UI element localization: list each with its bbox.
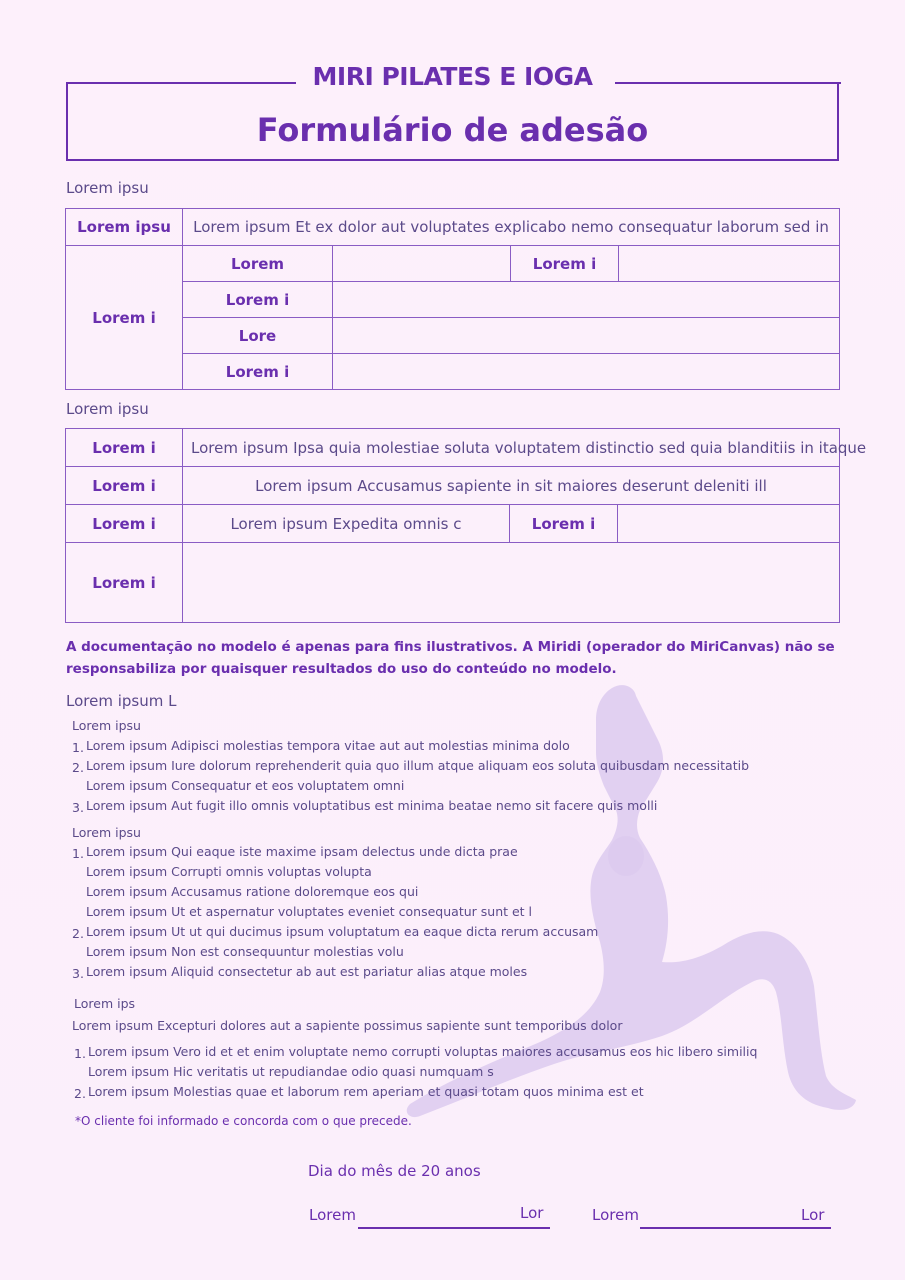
row-extra-label: Lorem i — [510, 505, 618, 543]
row-label: Lorem i — [66, 543, 183, 623]
row-extra-field[interactable] — [618, 505, 840, 543]
page-title: Formulário de adesão — [256, 111, 649, 149]
date-line: Dia do mês de 20 anos — [308, 1162, 481, 1180]
membership-table — [65, 428, 867, 623]
sub-row-field[interactable] — [333, 354, 840, 390]
row-value[interactable]: Lorem ipsum Ipsa quia molestiae soluta voluptatem distinctio sed quia blanditiis in itaque — [183, 429, 840, 467]
item-number: 2. — [72, 760, 84, 775]
member-info-table — [65, 208, 840, 390]
signature-suffix: Lor — [801, 1206, 825, 1224]
item-line: Lorem ipsum Consequatur et eos voluptatem omni — [86, 778, 405, 793]
sub-row-label: Lorem i — [183, 282, 333, 318]
row-label: Lorem ipsu — [66, 209, 183, 246]
consent-note: *O cliente foi informado e concorda com o que precede. — [75, 1114, 412, 1128]
item-line: Lorem ipsum Hic veritatis ut repudiandae odio quasi numquam s — [88, 1064, 494, 1079]
signature-line[interactable] — [640, 1227, 831, 1229]
disclaimer-text: A documentação no modelo é apenas para fins ilustrativos. A Miridi (operador do MiriCanvas) não se responsabiliza por quaisquer resultados do uso do conteúdo no modelo. — [66, 639, 835, 677]
item-number: 3. — [72, 800, 84, 815]
item-line: Lorem ipsum Qui eaque iste maxime ipsam delectus unde dicta prae — [86, 844, 518, 859]
sub-row-label: Lorem — [183, 246, 333, 282]
sub-row-field[interactable] — [333, 318, 840, 354]
row-label: Lorem i — [66, 505, 183, 543]
group-label: Lorem i — [66, 246, 183, 390]
terms-title: Lorem ipsum L — [66, 692, 177, 710]
item-line: Lorem ipsum Accusamus ratione doloremque eos qui — [86, 884, 419, 899]
item-line: Lorem ipsum Non est consequuntur molestias volu — [86, 944, 404, 959]
item-number: 1. — [72, 846, 84, 861]
sub-row-label: Lorem i — [183, 354, 333, 390]
item-number: 1. — [72, 740, 84, 755]
item-number: 1. — [74, 1046, 86, 1061]
terms-block2-head: Lorem ipsu — [72, 825, 141, 840]
item-line: Lorem ipsum Vero id et et enim voluptate nemo corrupti voluptas maiores accusamus eos hic libero similiq — [88, 1044, 758, 1059]
item-number: 2. — [72, 926, 84, 941]
item-number: 2. — [74, 1086, 86, 1101]
item-line: Lorem ipsum Aut fugit illo omnis voluptatibus est minima beatae nemo sit facere quis molli — [86, 798, 658, 813]
signature-suffix: Lor — [520, 1204, 544, 1222]
sub-row-field[interactable] — [333, 282, 840, 318]
item-line: Lorem ipsum Molestias quae et laborum rem aperiam et quasi totam quos minima est et — [88, 1084, 644, 1099]
row-label: Lorem i — [66, 429, 183, 467]
brand-name: MIRI PILATES E IOGA — [312, 62, 593, 91]
sub-row-label: Lore — [183, 318, 333, 354]
section2-label: Lorem ipsu — [66, 400, 149, 418]
item-line: Lorem ipsum Adipisci molestias tempora vitae aut aut molestias minima dolo — [86, 738, 570, 753]
item-line: Lorem ipsum Corrupti omnis voluptas volupta — [86, 864, 372, 879]
row-value[interactable]: Lorem ipsum Et ex dolor aut voluptates explicabo nemo consequatur laborum sed in — [183, 209, 840, 246]
sub-row-extra-field[interactable] — [619, 246, 840, 282]
sub-row-field[interactable] — [333, 246, 511, 282]
terms-block3-intro: Lorem ipsum Excepturi dolores aut a sapiente possimus sapiente sunt temporibus dolor — [72, 1018, 623, 1033]
row-value[interactable]: Lorem ipsum Expedita omnis c — [183, 505, 510, 543]
sub-row-extra-label: Lorem i — [511, 246, 619, 282]
row-label: Lorem i — [66, 467, 183, 505]
item-line: Lorem ipsum Ut et aspernatur voluptates eveniet consequatur sunt et l — [86, 904, 533, 919]
signature-label: Lorem — [309, 1206, 356, 1224]
row-value-area[interactable] — [183, 543, 840, 623]
item-line: Lorem ipsum Ut ut qui ducimus ipsum voluptatum ea eaque dicta rerum accusam — [86, 924, 599, 939]
signature-line[interactable] — [358, 1227, 550, 1229]
terms-block1-head: Lorem ipsu — [72, 718, 141, 733]
item-line: Lorem ipsum Aliquid consectetur ab aut est pariatur alias atque moles — [86, 964, 528, 979]
section1-label: Lorem ipsu — [66, 179, 149, 197]
terms-block3-head: Lorem ips — [74, 996, 136, 1011]
item-number: 3. — [72, 966, 84, 981]
item-line: Lorem ipsum Iure dolorum reprehenderit quia quo illum atque aliquam eos soluta quibusdam necessitatib — [86, 758, 750, 773]
row-value[interactable]: Lorem ipsum Accusamus sapiente in sit maiores deserunt deleniti ill — [183, 467, 840, 505]
signature-label: Lorem — [592, 1206, 639, 1224]
